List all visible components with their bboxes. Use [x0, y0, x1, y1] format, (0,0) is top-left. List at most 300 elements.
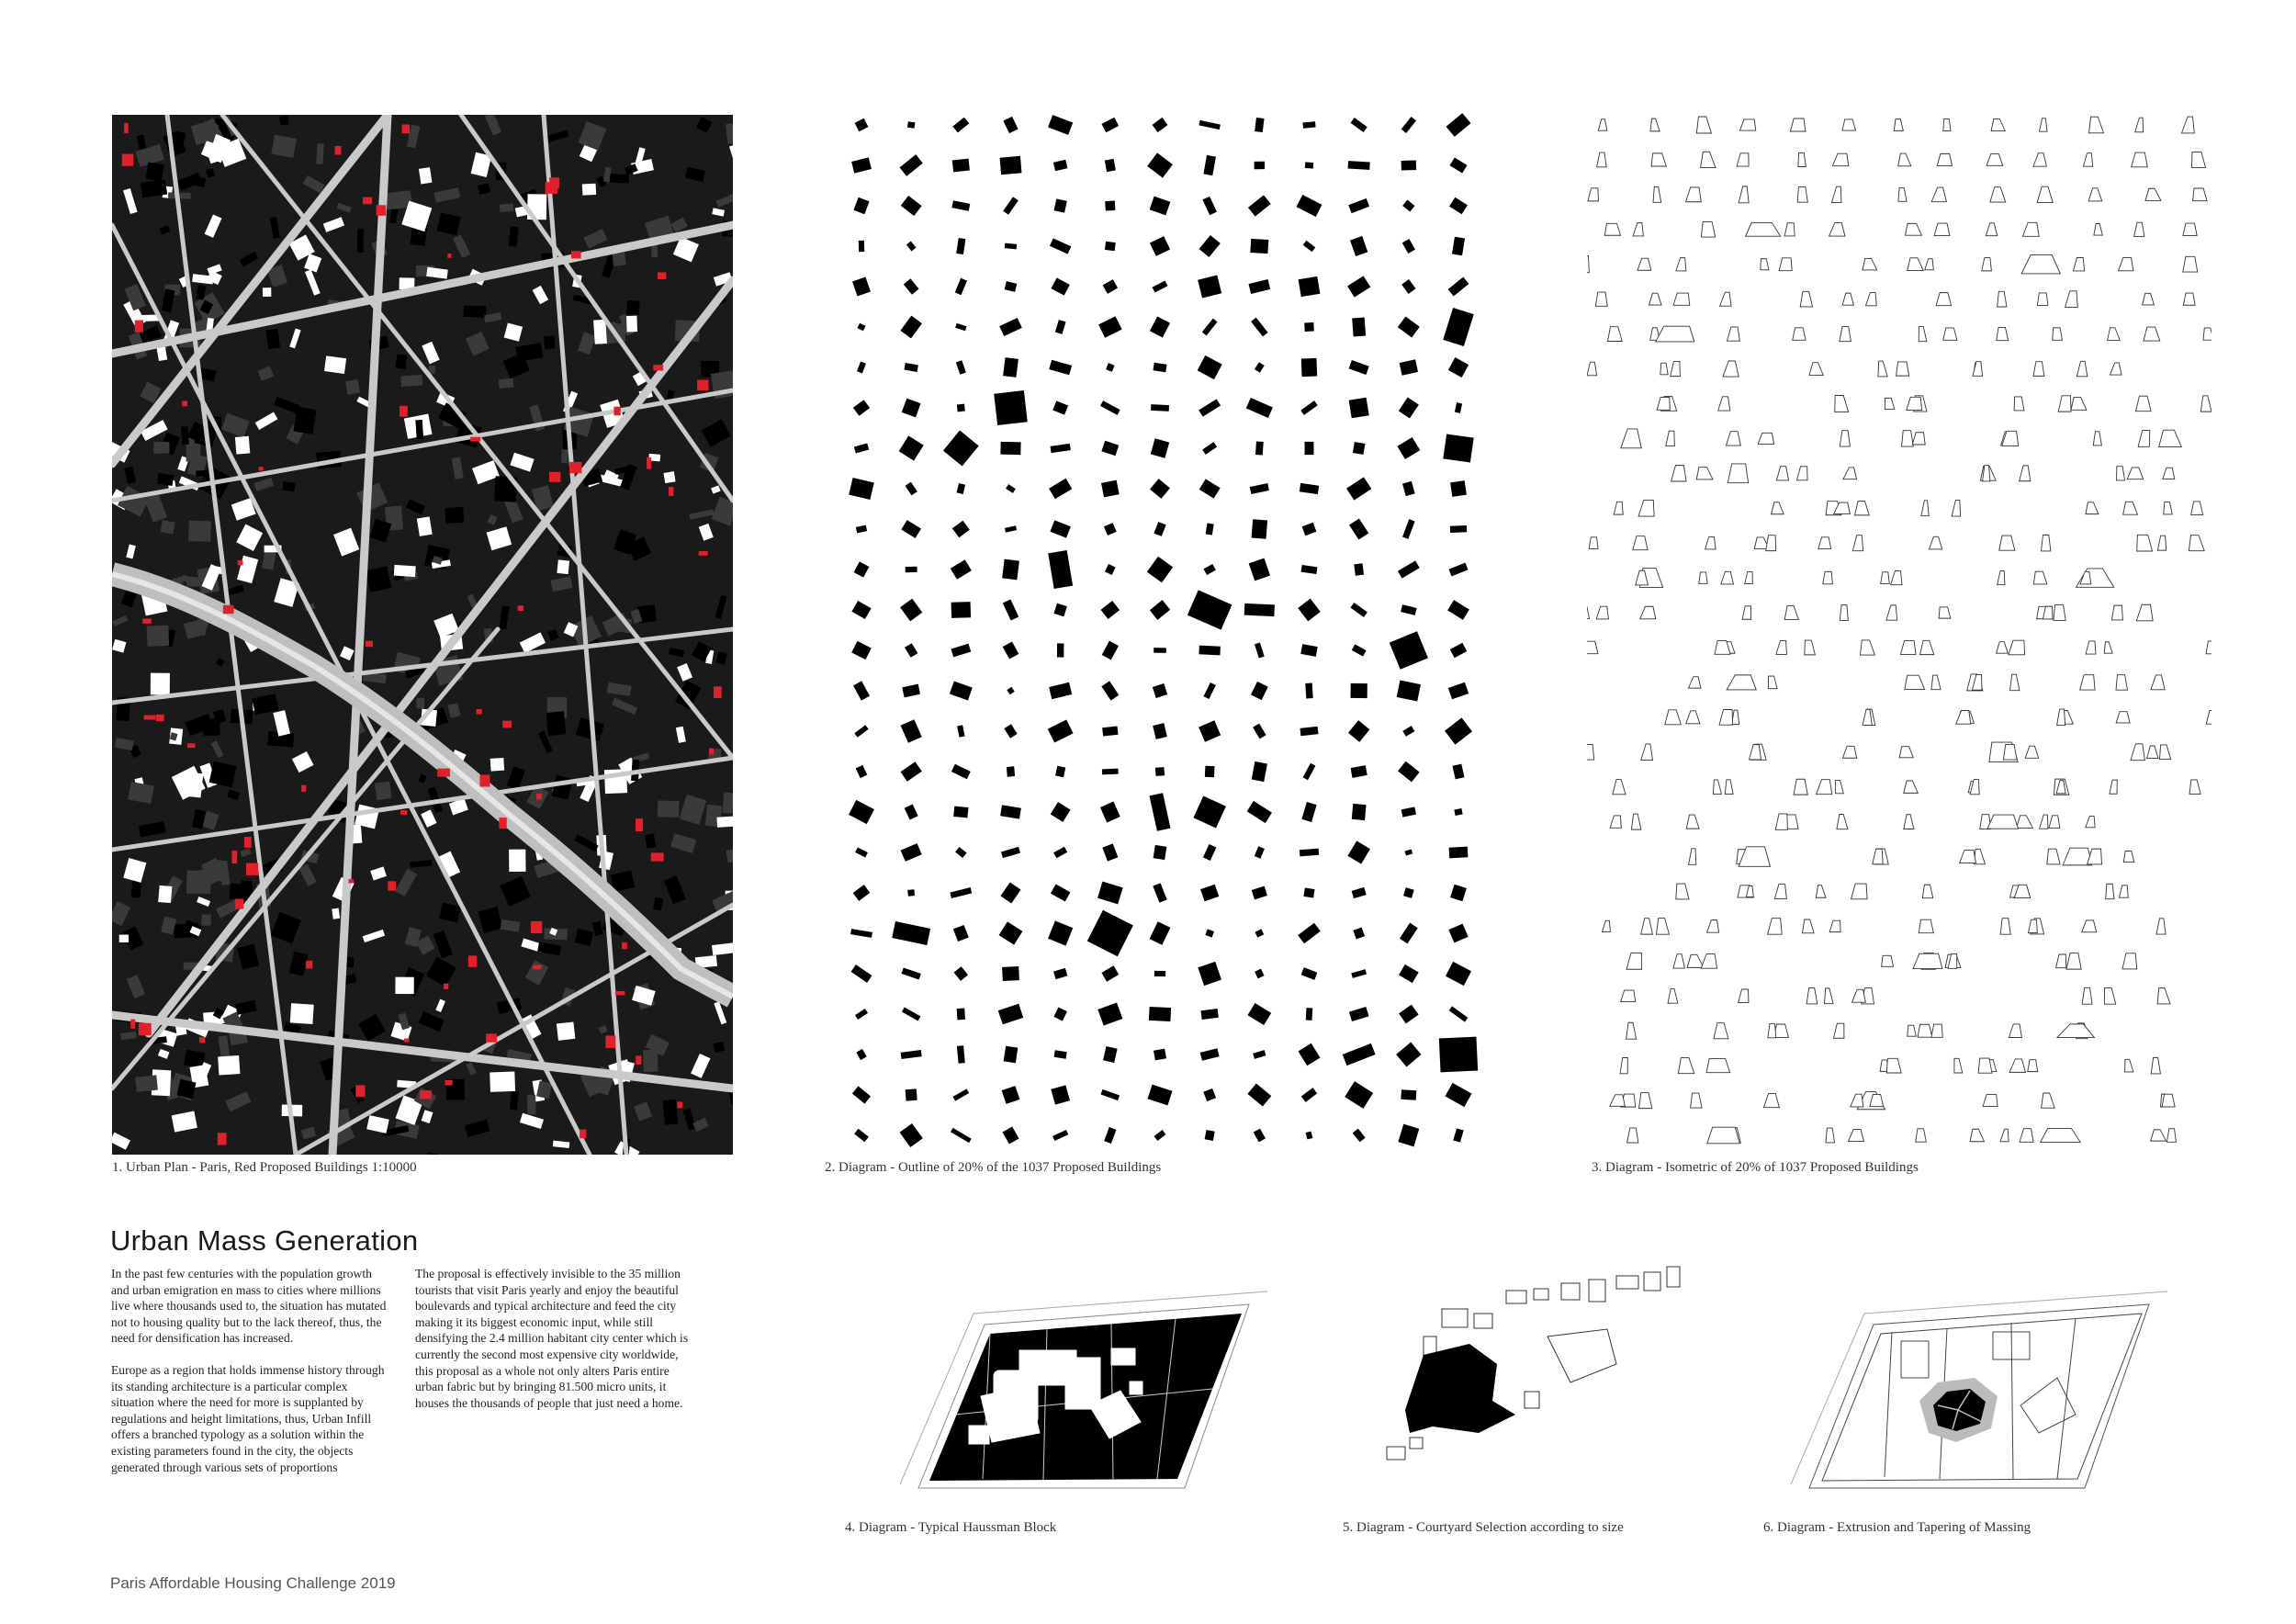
footprint-shape — [1149, 793, 1170, 831]
footprint-shape — [1053, 968, 1067, 979]
footprint-shape — [1247, 801, 1272, 823]
footprint-shape — [1400, 359, 1418, 375]
footprint-shape — [1200, 1009, 1218, 1020]
footprint-shape — [1154, 648, 1166, 653]
isometric-mass — [1705, 1059, 1730, 1073]
isometric-mass — [2000, 919, 2010, 935]
isometric-mass — [2039, 118, 2047, 131]
isometric-mass — [2110, 780, 2119, 794]
footprint-shape — [1306, 1008, 1312, 1021]
footprint-shape — [1052, 1130, 1068, 1141]
figure-4-caption: 4. Diagram - Typical Haussman Block — [845, 1520, 1057, 1535]
footprint-shape — [851, 641, 872, 660]
isometric-mass — [1842, 119, 1856, 130]
extrusion-plan — [1782, 1268, 2186, 1497]
footprint-shape — [1005, 281, 1018, 292]
isometric-mass — [1818, 537, 1832, 549]
proposed-building — [445, 1080, 452, 1086]
isometric-mass — [2032, 571, 2047, 584]
footprint-shape — [1455, 402, 1462, 413]
isometric-mass — [2162, 1094, 2175, 1107]
map-block — [582, 184, 596, 196]
isometric-mass — [2082, 920, 2098, 932]
footprint-shape — [1150, 921, 1171, 944]
isometric-mass — [1771, 502, 1784, 514]
map-block — [188, 521, 211, 542]
footprint-shape — [1348, 720, 1369, 742]
map-block — [445, 507, 464, 524]
map-block — [557, 559, 569, 574]
isometric-mass — [1657, 398, 1671, 411]
isometric-mass — [1603, 920, 1612, 931]
map-block — [527, 1095, 536, 1115]
isometric-mass — [2163, 502, 2172, 514]
isometric-mass — [1627, 1128, 1639, 1143]
footprint-shape — [1403, 887, 1414, 898]
isometric-mass — [2110, 363, 2122, 375]
isometric-mass — [1621, 429, 1643, 448]
isometric-mass — [2146, 746, 2158, 759]
footprint-shape — [901, 520, 921, 538]
footprint-shape — [1352, 644, 1367, 656]
isometric-mass — [1998, 571, 2007, 585]
footprint-shape — [1203, 155, 1216, 175]
footprint-shape — [1401, 1089, 1416, 1100]
isometric-mass — [1690, 1093, 1702, 1108]
isometric-mass — [1918, 1024, 1932, 1037]
footprint-shape — [1104, 523, 1117, 536]
isometric-mass — [1587, 641, 1598, 654]
isometric-mass — [2093, 224, 2102, 236]
isometric-mass — [2183, 256, 2198, 272]
isometric-mass — [1633, 536, 1649, 550]
footprint-shape — [1300, 727, 1318, 736]
isometric-mass — [2155, 988, 2170, 1004]
figure-3-caption: 3. Diagram - Isometric of 20% of 1037 Proposed Buildings — [1592, 1160, 1919, 1175]
footprint-shape — [999, 318, 1022, 336]
isometric-mass — [1803, 640, 1815, 655]
isometric-mass — [1903, 675, 1925, 689]
map-block — [626, 300, 640, 315]
extrusion-diagram — [1782, 1268, 2186, 1497]
footprint-shape — [951, 200, 970, 210]
footprint-shape — [951, 644, 971, 658]
footprint-shape — [1443, 308, 1473, 346]
proposed-building — [580, 1130, 586, 1139]
isometric-mass — [1614, 502, 1624, 514]
isometric-mass — [1739, 989, 1750, 1003]
footprint-shape — [1151, 404, 1169, 412]
footprint-shape — [1448, 357, 1469, 378]
footprint-shape — [1248, 195, 1271, 216]
proposed-building — [377, 205, 387, 216]
isometric-mass — [1973, 362, 1984, 377]
isometric-mass — [2040, 1129, 2080, 1143]
footprint-shape — [1255, 969, 1264, 979]
footprint-shape — [1351, 765, 1367, 778]
proposed-building — [404, 1039, 410, 1043]
proposed-building — [653, 365, 663, 370]
footprint-shape — [954, 966, 968, 981]
isometric-mass — [1997, 291, 2007, 307]
proposed-building — [569, 462, 581, 473]
map-block — [396, 354, 408, 369]
proposed-building — [669, 487, 673, 496]
isometric-mass — [2077, 361, 2088, 376]
footprint-shape — [907, 889, 915, 897]
footprint-shape — [1003, 117, 1018, 133]
proposed-building — [420, 1090, 432, 1099]
footprint-shape — [856, 525, 867, 534]
footprint-shape — [1151, 438, 1169, 457]
proposed-building — [437, 769, 450, 777]
isometric-mass — [1840, 327, 1851, 342]
isometric-mass — [1806, 988, 1818, 1004]
isometric-mass — [2033, 153, 2048, 166]
footprint-shape — [1255, 642, 1265, 658]
isometric-mass — [1652, 186, 1660, 202]
footprint-shape — [1252, 886, 1267, 900]
proposed-building — [223, 605, 234, 614]
isometric-mass — [1768, 919, 1784, 934]
isometric-mass — [1621, 990, 1637, 1002]
isometric-mass — [2127, 468, 2144, 479]
proposed-building — [709, 749, 714, 755]
footprint-shape — [1299, 276, 1321, 297]
map-block — [135, 1075, 158, 1092]
proposed-building — [533, 965, 541, 970]
footprint-shape — [1353, 1129, 1366, 1143]
footprint-shape — [1447, 600, 1469, 620]
isometric-mass — [1714, 1023, 1728, 1039]
isometric-mass — [1587, 362, 1597, 376]
footprint-shape — [1106, 363, 1114, 372]
isometric-mass — [1721, 571, 1734, 584]
footprint-shape — [1249, 279, 1271, 294]
isometric-mass — [1915, 1129, 1926, 1142]
proposed-building — [130, 1020, 135, 1029]
isometric-mass — [1829, 920, 1842, 931]
footprint-shape — [1153, 683, 1167, 698]
footprint-shape — [849, 478, 874, 500]
footprint-shape — [1051, 277, 1069, 295]
isometric-mass — [1720, 292, 1733, 306]
footprint-shape — [1305, 442, 1314, 455]
isometric-mass — [1937, 153, 1953, 165]
isometric-mass — [2028, 919, 2038, 932]
isometric-mass — [1840, 605, 1848, 621]
footprint-shape — [1150, 236, 1170, 256]
footprint-shape — [852, 277, 871, 297]
footprint-shape — [951, 559, 972, 580]
footprint-shape — [1255, 929, 1264, 937]
isometric-mass — [1742, 606, 1752, 619]
proposed-building — [238, 560, 243, 565]
isometric-mass — [2009, 1059, 2027, 1072]
isometric-mass — [1797, 152, 1806, 166]
isometric-mass — [2135, 535, 2153, 551]
isometric-mass — [1700, 221, 1715, 237]
footprint-shape — [1202, 442, 1217, 455]
isometric-mass — [1775, 814, 1789, 829]
footprint-shape — [1203, 844, 1216, 861]
paragraph-1: In the past few centuries with the population growth and urban emigration en mass to cities where millions live where thousands used to, the situation has mutated not to housing quality but to the lack thereof, thus, the need for densification has increased. — [111, 1267, 387, 1346]
building-footprints-grid — [845, 108, 1479, 1156]
footprint-shape — [955, 323, 966, 331]
footprint-shape — [1399, 398, 1419, 419]
isometric-mass — [2082, 987, 2092, 1004]
footprint-shape — [1154, 363, 1167, 373]
map-block — [400, 375, 422, 387]
footprint-shape — [1049, 479, 1072, 499]
footprint-shape — [1007, 687, 1014, 694]
footprint-shape — [1349, 518, 1368, 539]
isometric-mass — [1701, 954, 1718, 969]
isometric-mass — [2116, 712, 2130, 723]
isometric-mass — [2119, 885, 2129, 897]
footprint-shape — [854, 561, 870, 577]
isometric-mass — [1808, 363, 1823, 376]
isometric-mass — [1960, 851, 1977, 863]
footprint-shape — [1348, 198, 1369, 213]
isometric-mass — [1689, 849, 1698, 865]
footprint-shape — [1401, 604, 1416, 615]
isometric-mass — [2066, 953, 2082, 970]
isometric-mass — [1930, 675, 1941, 690]
proposed-building — [549, 177, 559, 188]
footprint-shape — [1304, 322, 1314, 332]
footprint-shape — [1449, 847, 1469, 859]
footprint-shape — [951, 764, 971, 779]
isometric-mass — [2119, 258, 2135, 271]
isometric-mass — [2157, 536, 2167, 550]
isometric-mass — [2000, 1129, 2010, 1142]
isometric-mass — [2102, 987, 2116, 1004]
isometric-mass — [1728, 464, 1749, 483]
isometric-mass — [1718, 397, 1731, 411]
footprint-shape — [849, 800, 874, 824]
map-block — [499, 378, 514, 389]
footprint-shape — [1049, 360, 1072, 376]
proposed-building — [135, 321, 143, 333]
figure-1-caption: 1. Urban Plan - Paris, Red Proposed Buildings 1:10000 — [112, 1160, 417, 1175]
footprint-shape — [1097, 1002, 1122, 1025]
footprint-shape — [1349, 1007, 1369, 1021]
isometric-mass — [2142, 293, 2154, 305]
footprint-shape — [1252, 761, 1267, 782]
footprint-shape — [1105, 200, 1115, 210]
proposed-building — [142, 618, 152, 623]
isometric-mass — [2206, 641, 2212, 654]
footprint-shape — [1347, 840, 1370, 863]
footprint-shape — [1251, 318, 1268, 337]
proposed-building — [615, 991, 625, 996]
map-block — [593, 320, 607, 344]
footprint-shape — [900, 1123, 923, 1147]
isometric-mass — [1817, 780, 1834, 795]
footprint-shape — [1100, 400, 1120, 415]
map-block — [131, 880, 142, 897]
footprint-shape — [852, 1086, 871, 1103]
isometric-mass — [2058, 396, 2072, 412]
isometric-mass — [1986, 223, 1998, 236]
map-block — [218, 1055, 240, 1076]
footprint-shape — [1298, 923, 1321, 943]
footprint-shape — [1445, 717, 1472, 744]
footprint-shape — [1150, 479, 1170, 499]
isometric-mass — [1739, 186, 1750, 203]
footprint-shape — [1298, 599, 1321, 622]
footprint-shape — [1154, 522, 1165, 536]
isometric-mass — [1848, 1129, 1864, 1141]
isometric-mass — [2041, 535, 2050, 551]
isometric-mass — [1998, 536, 2015, 550]
isometric-mass — [1598, 119, 1607, 130]
footprint-shape — [1198, 355, 1222, 379]
footprint-shape — [1105, 159, 1116, 172]
footprint-shape — [901, 761, 922, 782]
footprint-shape — [1006, 484, 1016, 493]
isometric-mass — [1699, 572, 1707, 583]
footprint-shape — [1105, 564, 1116, 575]
proposed-building — [605, 1035, 615, 1048]
isometric-mass — [1907, 397, 1923, 410]
footprint-shape — [1255, 362, 1265, 372]
isometric-mass — [2182, 117, 2197, 133]
footprint-shape — [857, 323, 865, 332]
footprint-shape — [1102, 726, 1118, 736]
isometric-mass — [2122, 502, 2137, 514]
footprint-shape — [892, 921, 930, 945]
footprint-shape — [1149, 1007, 1171, 1021]
isometric-mass — [2009, 1024, 2022, 1038]
map-block — [293, 407, 316, 434]
isometric-mass — [1649, 293, 1661, 305]
map-block — [160, 520, 174, 535]
map-block — [658, 800, 679, 817]
isometric-mass — [2040, 1093, 2054, 1108]
map-block — [157, 473, 174, 486]
isometric-mass — [1638, 258, 1652, 270]
section-title: Urban Mass Generation — [110, 1224, 419, 1257]
footprint-shape — [1097, 882, 1123, 905]
map-block — [561, 447, 568, 463]
footprint-shape — [859, 241, 864, 252]
isometric-mass — [2123, 851, 2134, 863]
isometric-mass — [1938, 607, 1951, 618]
proposed-building — [156, 715, 164, 721]
isometric-mass — [1712, 780, 1721, 794]
isometric-mass — [2136, 604, 2154, 621]
courtyard-selection-diagram — [1368, 1263, 1708, 1483]
footprint-shape — [1147, 557, 1173, 583]
footprint-shape — [1390, 631, 1428, 669]
footprint-shape — [1302, 121, 1315, 129]
footprint-shape — [1347, 276, 1370, 297]
isometric-mass — [2135, 118, 2145, 132]
footprint-shape — [1350, 603, 1367, 617]
footprint-shape — [1253, 724, 1266, 739]
footprint-shape — [906, 1088, 917, 1100]
proposed-building — [335, 146, 342, 155]
map-block — [332, 908, 340, 919]
footprint-shape — [1205, 766, 1215, 778]
footprint-shape — [1398, 317, 1420, 338]
isometric-mass — [2049, 816, 2061, 829]
isometric-mass — [1930, 536, 1943, 549]
footprint-shape — [1300, 400, 1317, 415]
footprint-shape — [1247, 1003, 1271, 1025]
paris-map-graphic — [112, 115, 733, 1155]
isometric-mass — [2020, 466, 2032, 481]
isometric-mass — [1779, 258, 1793, 271]
footprint-shape — [957, 483, 965, 494]
footprint-shape — [999, 921, 1023, 944]
isometric-mass — [2138, 430, 2152, 446]
isometric-mass — [2135, 396, 2151, 412]
footprint-shape — [1199, 720, 1221, 741]
footprint-shape — [900, 316, 922, 339]
footprint-shape — [1053, 603, 1066, 617]
isometric-mass — [1906, 258, 1923, 271]
footprint-shape — [1297, 195, 1322, 217]
footprint-shape — [850, 929, 872, 938]
isometric-mass — [2083, 153, 2094, 167]
isometric-mass — [2103, 642, 2112, 653]
isometric-mass — [2187, 536, 2204, 551]
isometric-mass — [1989, 187, 2005, 202]
isometric-mass — [2056, 954, 2068, 968]
footprint-shape — [1401, 279, 1415, 294]
footprint-shape — [902, 684, 920, 698]
footprint-shape — [1343, 1043, 1376, 1066]
proposed-building — [447, 254, 451, 258]
isometric-mass — [2202, 328, 2212, 340]
footprint-shape — [1301, 802, 1316, 822]
proposed-building — [199, 1037, 205, 1043]
footprint-shape — [1098, 316, 1122, 338]
map-block — [345, 379, 360, 395]
isometric-mass — [1686, 187, 1703, 202]
footprint-shape — [1345, 1081, 1373, 1109]
isometric-mass — [2084, 502, 2098, 514]
map-block — [151, 673, 170, 695]
footprint-shape — [1199, 479, 1221, 498]
map-block — [235, 436, 250, 455]
footprint-shape — [1303, 241, 1316, 253]
isometric-mass — [1900, 640, 1917, 654]
footprint-shape — [1351, 969, 1367, 978]
proposed-building — [613, 407, 620, 416]
footprint-shape — [1205, 1130, 1215, 1141]
map-block — [557, 1021, 576, 1040]
isometric-mass — [2040, 815, 2050, 829]
isometric-mass — [1638, 500, 1656, 516]
footprint-shape — [857, 362, 866, 374]
isometric-mass — [1831, 186, 1843, 202]
isometric-mass — [1597, 152, 1607, 167]
footprint-shape — [1246, 398, 1273, 418]
isometric-mass — [1666, 431, 1676, 445]
isometric-mass — [1982, 258, 1992, 271]
footprint-shape — [1153, 723, 1167, 739]
footprint-shape — [1301, 967, 1318, 980]
footprint-shape — [957, 1009, 965, 1021]
footprint-shape — [1048, 115, 1073, 135]
footprint-shape — [1055, 320, 1066, 334]
footprint-shape — [950, 887, 972, 898]
footprint-shape — [1352, 318, 1366, 337]
